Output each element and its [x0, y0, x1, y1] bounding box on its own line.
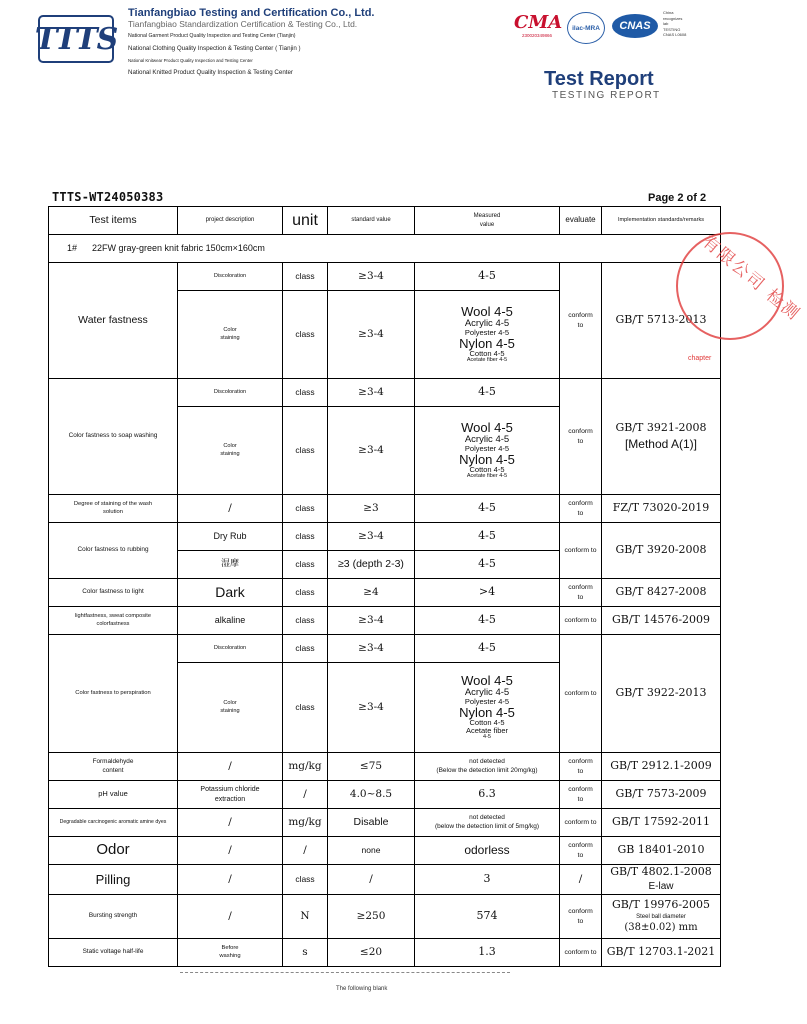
evaluate-cell [560, 895, 602, 939]
item-water-fastness: Water fastness [49, 263, 178, 379]
sample-row [49, 235, 721, 263]
table-row [49, 895, 721, 939]
item-pilling: Pilling [49, 865, 178, 895]
cma-number: 230020349866 [521, 33, 553, 38]
evaluate-cell: conform to [560, 939, 602, 967]
staining-acrylic: Acrylic 4-5 [464, 686, 510, 698]
standard-ref-cell: GB/T 5713-2013 [602, 263, 721, 379]
proj-color-staining [178, 407, 283, 495]
measured-staining-cell [415, 407, 560, 495]
unit-cell: class [283, 663, 328, 753]
table-row [49, 607, 721, 635]
project-cell [178, 939, 283, 967]
ilac-text: ilac-MRA [572, 24, 600, 32]
center-line-3: National Knitwear Product Quality Inspection and Testing Center [128, 58, 253, 63]
stamp-text: 有限公司 检测 [698, 231, 805, 326]
center-line-4: National Knitted Product Quality Inspection & Testing Center [128, 69, 293, 76]
unit-cell: / [283, 781, 328, 809]
proj-line: Before [221, 944, 239, 951]
unit-cell: class [283, 635, 328, 663]
standard-cell: Disable [328, 809, 415, 837]
table-row [49, 379, 721, 407]
measured-cell: 4-5 [415, 523, 560, 551]
eval-line: to [577, 917, 584, 925]
table-row [49, 753, 721, 781]
std-ref-line: GB/T 3921-2008 [615, 420, 707, 434]
col-header-project: project description [178, 207, 283, 235]
project-cell [178, 781, 283, 809]
staining-polyester: Polyester 4-5 [464, 696, 510, 706]
following-blank-note: The following blank [336, 986, 388, 992]
table-row [49, 809, 721, 837]
standard-ref-cell: GB/T 7573-2009 [602, 781, 721, 809]
staining-line: staining [220, 450, 240, 457]
standard-cell: 4.0~8.5 [328, 781, 415, 809]
table-row [49, 865, 721, 895]
report-number: TTTS-WT24050383 [52, 190, 164, 204]
eval-line: to [577, 321, 584, 329]
item-odor: Odor [49, 837, 178, 865]
evaluate-cell: conform to [560, 809, 602, 837]
standard-ref-cell [602, 379, 721, 495]
center-line-1: National Garment Product Quality Inspection and Testing Center (Tianjin) [128, 33, 296, 39]
eval-line: conform [568, 758, 593, 766]
evaluate-cell [560, 495, 602, 523]
method-line: [Method A(1)] [624, 436, 698, 451]
project-cell: alkaline [178, 607, 283, 635]
staining-nylon: Nylon 4-5 [459, 451, 515, 467]
table-row [49, 635, 721, 663]
col-header-impl: Implementation standards/remarks [602, 207, 721, 235]
measured-staining-cell [415, 291, 560, 379]
table-row [49, 495, 721, 523]
staining-acrylic: Acrylic 4-5 [464, 433, 510, 445]
company-name: Tianfangbiao Testing and Certification Co., Ltd. [128, 7, 375, 19]
standard-ref-cell: GB/T 17592-2011 [602, 809, 721, 837]
standard-ref-cell: GB/T 2912.1-2009 [602, 753, 721, 781]
col-header-measured [415, 207, 560, 235]
staining-nylon: Nylon 4-5 [459, 335, 515, 351]
col-header-unit: unit [283, 207, 328, 235]
evaluate-cell [560, 753, 602, 781]
std-ref-line: GB/T 4802.1-2008 [610, 865, 712, 879]
unit-cell: N [283, 895, 328, 939]
cnas-note-line: TESTING [663, 26, 681, 32]
measured-line: not detected [469, 757, 505, 765]
unit-cell: class [283, 291, 328, 379]
measured-line: Measured [473, 213, 501, 220]
staining-nylon: Nylon 4-5 [459, 704, 515, 720]
cnas-logo [612, 14, 658, 38]
eval-line: to [577, 851, 584, 859]
unit-cell: mg/kg [283, 753, 328, 781]
unit-cell: class [283, 263, 328, 291]
standard-cell: ≥3-4 [328, 663, 415, 753]
project-cell: / [178, 753, 283, 781]
staining-cotton: Cotton 4-5 [469, 465, 505, 475]
evaluate-cell [560, 263, 602, 379]
staining-line: Color [223, 699, 237, 706]
std-ref-note: (38±0.02) mm [624, 922, 698, 934]
proj-discoloration: Discoloration [178, 263, 283, 291]
proj-line: washing [219, 952, 241, 959]
item-line: Formaldehyde [92, 757, 134, 765]
staining-polyester: Polyester 4-5 [464, 327, 510, 337]
sample-number: 1# [67, 243, 78, 254]
measured-line: (Below the detection limit 20mg/kg) [436, 766, 538, 774]
col-header-evaluate: evaluate [560, 207, 602, 235]
project-cell: Dark [178, 579, 283, 607]
item-rubbing: Color fastness to rubbing [49, 523, 178, 579]
item-light-sweat [49, 607, 178, 635]
staining-cotton: Cotton 4-5 [469, 349, 505, 359]
standard-cell: ≥4 [328, 579, 415, 607]
page-number: Page 2 of 2 [648, 192, 707, 204]
unit-cell: class [283, 865, 328, 895]
standard-cell: ≥3-4 [328, 379, 415, 407]
standard-ref-cell: FZ/T 73020-2019 [602, 495, 721, 523]
measured-cell: 4-5 [415, 495, 560, 523]
measured-cell: 4-5 [415, 607, 560, 635]
standard-ref-cell: GB/T 14576-2009 [602, 607, 721, 635]
proj-color-staining [178, 291, 283, 379]
cma-logo [514, 12, 563, 39]
item-ph: pH value [49, 781, 178, 809]
staining-polyester: Polyester 4-5 [464, 443, 510, 453]
table-row [49, 837, 721, 865]
std-ref-line: GB/T 19976-2005 [611, 898, 711, 912]
table-row [49, 781, 721, 809]
eval-line: conform [568, 312, 593, 320]
item-amine: Degradable carcinogenic aromatic amine dyes [49, 809, 178, 837]
cnas-note-line: recognizes [663, 15, 683, 21]
standard-ref-cell: GB/T 3922-2013 [602, 635, 721, 753]
eval-line: to [577, 795, 584, 803]
project-cell: / [178, 837, 283, 865]
evaluate-cell: conform to [560, 635, 602, 753]
standard-cell: ≥3-4 [328, 635, 415, 663]
measured-line: (below the detection limit of 5mg/kg) [434, 822, 540, 830]
standard-ref-cell [602, 865, 721, 895]
measured-cell: 4-5 [415, 263, 560, 291]
eval-line: conform [568, 908, 593, 916]
measured-staining-cell [415, 663, 560, 753]
item-static: Static voltage half-life [49, 939, 178, 967]
eval-line: to [577, 767, 584, 775]
evaluate-cell [560, 579, 602, 607]
staining-acetate: Acetate fiber [465, 726, 509, 736]
measured-cell: 574 [415, 895, 560, 939]
test-results-table [48, 206, 721, 967]
staining-acetate-value: 4-5 [483, 734, 491, 741]
evaluate-cell: conform to [560, 523, 602, 579]
unit-cell: s [283, 939, 328, 967]
item-light: Color fastness to light [49, 579, 178, 607]
measured-cell: >4 [415, 579, 560, 607]
measured-cell: 6.3 [415, 781, 560, 809]
standard-ref-cell [602, 895, 721, 939]
proj-discoloration: Discoloration [178, 635, 283, 663]
project-cell: / [178, 809, 283, 837]
cnas-note-line: CNAS L0608 [663, 32, 687, 38]
staining-wool: Wool 4-5 [461, 420, 513, 436]
measured-cell [415, 753, 560, 781]
proj-line: Potassium chloride [200, 786, 260, 794]
col-header-items: Test items [49, 207, 178, 235]
eval-line: conform [568, 584, 593, 592]
item-line: content [102, 766, 124, 774]
eval-line: to [577, 593, 584, 601]
item-line: solution [103, 508, 123, 515]
measured-cell: 4-5 [415, 635, 560, 663]
measured-line: not detected [469, 813, 505, 821]
standard-cell: ≥3-4 [328, 607, 415, 635]
project-cell: / [178, 895, 283, 939]
organization-block [128, 7, 375, 79]
unit-cell: class [283, 495, 328, 523]
standard-ref-cell: GB 18401-2010 [602, 837, 721, 865]
sample-desc-text: 22FW gray-green knit fabric 150cm×160cm [92, 243, 265, 254]
standard-cell: ≥3 (depth 2-3) [328, 551, 415, 579]
table-row [49, 523, 721, 551]
project-cell: / [178, 495, 283, 523]
evaluate-cell [560, 837, 602, 865]
table-row [49, 939, 721, 967]
unit-cell: class [283, 379, 328, 407]
col-header-standard: standard value [328, 207, 415, 235]
cnas-note [663, 10, 703, 38]
proj-line: extraction [214, 795, 246, 803]
staining-line: staining [220, 707, 240, 714]
measured-cell: 4-5 [415, 379, 560, 407]
project-cell: 湿摩 [178, 551, 283, 579]
footer-divider [180, 972, 510, 973]
staining-line: Color [223, 326, 237, 333]
standard-cell: ≥3-4 [328, 291, 415, 379]
logo-text: TTTS [34, 21, 118, 57]
measured-cell [415, 809, 560, 837]
staining-line: Color [223, 442, 237, 449]
report-title: Test Report [544, 68, 654, 90]
staining-line: staining [220, 334, 240, 341]
unit-cell: class [283, 523, 328, 551]
item-soap-washing: Color fastness to soap washing [49, 379, 178, 495]
item-wash-solution [49, 495, 178, 523]
cnas-text: CNAS [619, 20, 651, 32]
staining-acetate: Acetate fiber 4-5 [466, 473, 508, 480]
eval-line: to [577, 437, 584, 445]
item-line: lightfastness, sweat composite [75, 612, 151, 619]
report-subtitle: TESTING REPORT [552, 90, 661, 101]
table-row [49, 579, 721, 607]
evaluate-cell [560, 781, 602, 809]
center-line-2: National Clothing Quality Inspection & Testing Center ( Tianjin ) [128, 45, 301, 52]
cnas-note-line: lab [663, 21, 669, 27]
standard-cell: ≥3-4 [328, 523, 415, 551]
staining-wool: Wool 4-5 [461, 673, 513, 689]
item-line: Degree of staining of the wash [73, 500, 153, 507]
project-cell: Dry Rub [178, 523, 283, 551]
measured-cell: 4-5 [415, 551, 560, 579]
measured-cell: odorless [415, 837, 560, 865]
std-ref-note: Steel ball diameter [636, 914, 686, 921]
item-line: colorfastness [96, 620, 130, 627]
cnas-note-line: China [663, 10, 674, 15]
standard-ref-cell: GB/T 3920-2008 [602, 523, 721, 579]
staining-cotton: Cotton 4-5 [469, 718, 505, 728]
evaluate-cell [560, 379, 602, 495]
stamp-chapter-label: chapter [688, 355, 712, 362]
unit-cell: mg/kg [283, 809, 328, 837]
proj-color-staining [178, 663, 283, 753]
measured-cell: 1.3 [415, 939, 560, 967]
item-bursting: Bursting strength [49, 895, 178, 939]
standard-cell: none [328, 837, 415, 865]
company-logo [34, 15, 118, 63]
standard-cell: ≥250 [328, 895, 415, 939]
eval-line: conform [568, 786, 593, 794]
staining-acetate: Acetate fiber 4-5 [466, 357, 508, 364]
item-perspiration: Color fastness to perspiration [49, 635, 178, 753]
unit-cell: class [283, 579, 328, 607]
staining-wool: Wool 4-5 [461, 304, 513, 320]
standard-ref-cell: GB/T 8427-2008 [602, 579, 721, 607]
unit-cell: / [283, 837, 328, 865]
cma-text: CMA [514, 12, 563, 33]
measured-cell: 3 [415, 865, 560, 895]
eval-line: conform [568, 500, 593, 508]
ilac-mra-logo [567, 12, 605, 44]
measured-line: value [479, 221, 495, 228]
standard-cell: ≥3-4 [328, 407, 415, 495]
standard-cell: ≥3 [328, 495, 415, 523]
unit-cell: class [283, 607, 328, 635]
standard-ref-cell: GB/T 12703.1-2021 [602, 939, 721, 967]
table-row [49, 263, 721, 291]
evaluate-cell: conform to [560, 607, 602, 635]
item-formaldehyde [49, 753, 178, 781]
unit-cell: class [283, 407, 328, 495]
eval-line: to [577, 509, 584, 517]
proj-discoloration: Discoloration [178, 379, 283, 407]
standard-cell: ≥3-4 [328, 263, 415, 291]
unit-cell: class [283, 551, 328, 579]
project-cell: / [178, 865, 283, 895]
standard-cell: ≤20 [328, 939, 415, 967]
sample-description [49, 235, 721, 263]
eval-line: conform [568, 842, 593, 850]
staining-acrylic: Acrylic 4-5 [464, 317, 510, 329]
eval-line: conform [568, 428, 593, 436]
standard-cell: / [328, 865, 415, 895]
standard-cell: ≤75 [328, 753, 415, 781]
evaluate-cell: / [560, 865, 602, 895]
company-subname: Tianfangbiao Standardization Certification & Testing Co., Ltd. [128, 19, 358, 29]
std-ref-line: E-law [648, 881, 674, 893]
header-row [49, 207, 721, 235]
